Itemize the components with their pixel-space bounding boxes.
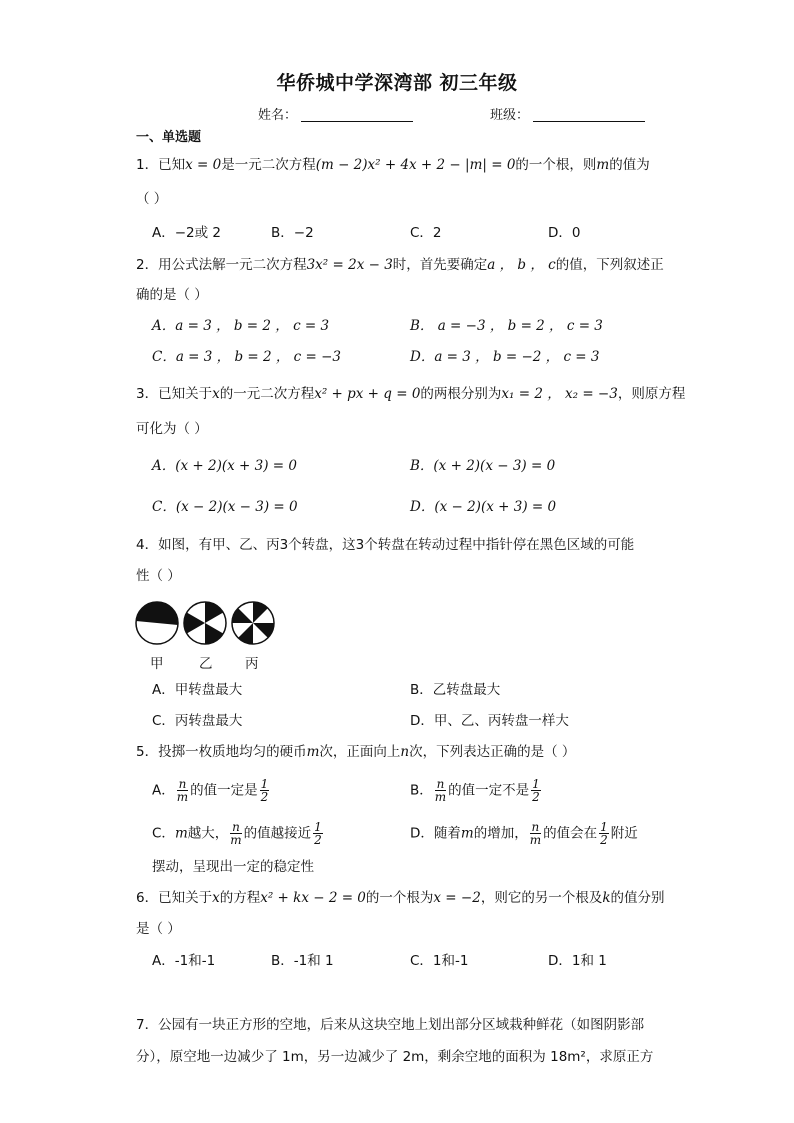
spinner-jia bbox=[134, 600, 180, 646]
section-heading: 一、单选题 bbox=[136, 130, 202, 145]
page-title: 华侨城中学深湾部 初三年级 bbox=[276, 72, 518, 94]
class-label: 班级： bbox=[490, 108, 530, 123]
q6-option-c[interactable]: C．1和-1 bbox=[410, 953, 469, 969]
question-6-stem: 6．已知关于x的方程x² + kx − 2 = 0的一个根为x = −2，则它的另一个根及k的值分别 bbox=[136, 890, 665, 906]
question-7-line1: 7．公园有一块正方形的空地，后来从这块空地上划出部分区域栽种鲜花（如图阴影部 bbox=[136, 1017, 645, 1033]
spinner-label-yi: 乙 bbox=[199, 656, 213, 672]
spinner-bing bbox=[230, 600, 276, 646]
question-4-line1: 4．如图，有甲、乙、丙3个转盘，这3个转盘在转动过程中指针停在黑色区域的可能 bbox=[136, 537, 635, 553]
question-3-stem: 3．已知关于x的一元二次方程x² + px + q = 0的两根分别为x₁ = 2 ， x₂ = −3，则原方程 bbox=[136, 386, 686, 402]
fraction-n-over-m: $\frac{n}{m}$ bbox=[176, 777, 189, 804]
q2-option-d[interactable]: D．a = 3 ， b = −2 ， c = 3 bbox=[410, 349, 600, 365]
q2-option-a[interactable]: A．a = 3 ， b = 2 ， c = 3 bbox=[152, 318, 330, 334]
question-2-line2: 确的是（ ） bbox=[136, 287, 208, 303]
fraction-one-half: $\frac{1}{2}$ bbox=[260, 777, 269, 804]
fraction-one-half: $\frac{1}{2}$ bbox=[532, 777, 540, 804]
q5-option-d[interactable]: D．随着m的增加， $\frac{n}{m}$ 的值会在 $\frac{1}{2}$ 附近 bbox=[410, 820, 638, 847]
q6-option-a[interactable]: A．-1和-1 bbox=[152, 953, 216, 969]
fraction-one-half: $\frac{1}{2}$ bbox=[314, 820, 322, 847]
q4-option-d[interactable]: D．甲、乙、丙转盘一样大 bbox=[410, 713, 569, 729]
q3-option-a[interactable]: A．(x + 2)(x + 3) = 0 bbox=[152, 458, 297, 474]
q1-option-b[interactable]: B．−2 bbox=[271, 225, 314, 241]
q5-option-b[interactable]: B． $\frac{n}{m}$ 的值一定不是 $\frac{1}{2}$ bbox=[410, 777, 540, 804]
name-field[interactable] bbox=[258, 104, 413, 123]
q3-option-d[interactable]: D．(x − 2)(x + 3) = 0 bbox=[410, 499, 557, 515]
spinner-label-jia: 甲 bbox=[150, 656, 164, 672]
q5-option-d-line2: 摆动，呈现出一定的稳定性 bbox=[152, 859, 314, 875]
fraction-n-over-m: $\frac{n}{m}$ bbox=[529, 820, 542, 847]
class-field[interactable] bbox=[490, 104, 645, 123]
fraction-one-half: $\frac{1}{2}$ bbox=[600, 820, 608, 847]
q5-option-a[interactable]: A． $\frac{n}{m}$ 的值一定是 $\frac{1}{2}$ bbox=[152, 777, 269, 804]
fraction-n-over-m: $\frac{n}{m}$ bbox=[434, 777, 447, 804]
question-1-stem: 1．已知x = 0是一元二次方程(m − 2)x² + 4x + 2 − |m| = 0的一个根，则m的值为 bbox=[136, 157, 650, 173]
question-6-line2: 是（ ） bbox=[136, 921, 181, 937]
class-blank[interactable] bbox=[533, 107, 645, 122]
q4-option-c[interactable]: C．丙转盘最大 bbox=[152, 713, 243, 729]
name-label: 姓名： bbox=[258, 108, 298, 123]
q3-option-c[interactable]: C．(x − 2)(x − 3) = 0 bbox=[152, 499, 298, 515]
q2-option-c[interactable]: C．a = 3 ， b = 2 ， c = −3 bbox=[152, 349, 342, 365]
spinner-yi bbox=[182, 600, 228, 646]
q1-option-c[interactable]: C．2 bbox=[410, 225, 442, 241]
q1-option-d[interactable]: D．0 bbox=[548, 225, 581, 241]
question-2-stem: 2．用公式法解一元二次方程3x² = 2x − 3时，首先要确定a ， b ， c的值，下列叙述正 bbox=[136, 257, 664, 273]
spinner-label-bing: 丙 bbox=[245, 656, 259, 672]
q4-option-b[interactable]: B．乙转盘最大 bbox=[410, 682, 501, 698]
q4-option-a[interactable]: A．甲转盘最大 bbox=[152, 682, 243, 698]
name-blank[interactable] bbox=[301, 107, 413, 122]
q3-option-b[interactable]: B．(x + 2)(x − 3) = 0 bbox=[410, 458, 556, 474]
q1-option-a[interactable]: A．−2或 2 bbox=[152, 225, 222, 241]
question-5-stem: 5．投掷一枚质地均匀的硬币m次，正面向上n次，下列表达正确的是（ ） bbox=[136, 744, 576, 760]
question-3-line2: 可化为（ ） bbox=[136, 421, 208, 437]
question-1-paren: （ ） bbox=[136, 191, 168, 207]
question-4-line2: 性（ ） bbox=[136, 568, 181, 584]
fraction-n-over-m: $\frac{n}{m}$ bbox=[230, 820, 242, 847]
q5-option-c[interactable]: C．m越大， $\frac{n}{m}$ 的值越接近 $\frac{1}{2}$ bbox=[152, 820, 322, 847]
q2-option-b[interactable]: B． a = −3 ， b = 2 ， c = 3 bbox=[410, 318, 603, 334]
question-7-line2: 分），原空地一边减少了 1m，另一边减少了 2m，剩余空地的面积为 18m²，求原正方 bbox=[136, 1049, 654, 1065]
q6-option-d[interactable]: D．1和 1 bbox=[548, 953, 607, 969]
q6-option-b[interactable]: B．-1和 1 bbox=[271, 953, 334, 969]
